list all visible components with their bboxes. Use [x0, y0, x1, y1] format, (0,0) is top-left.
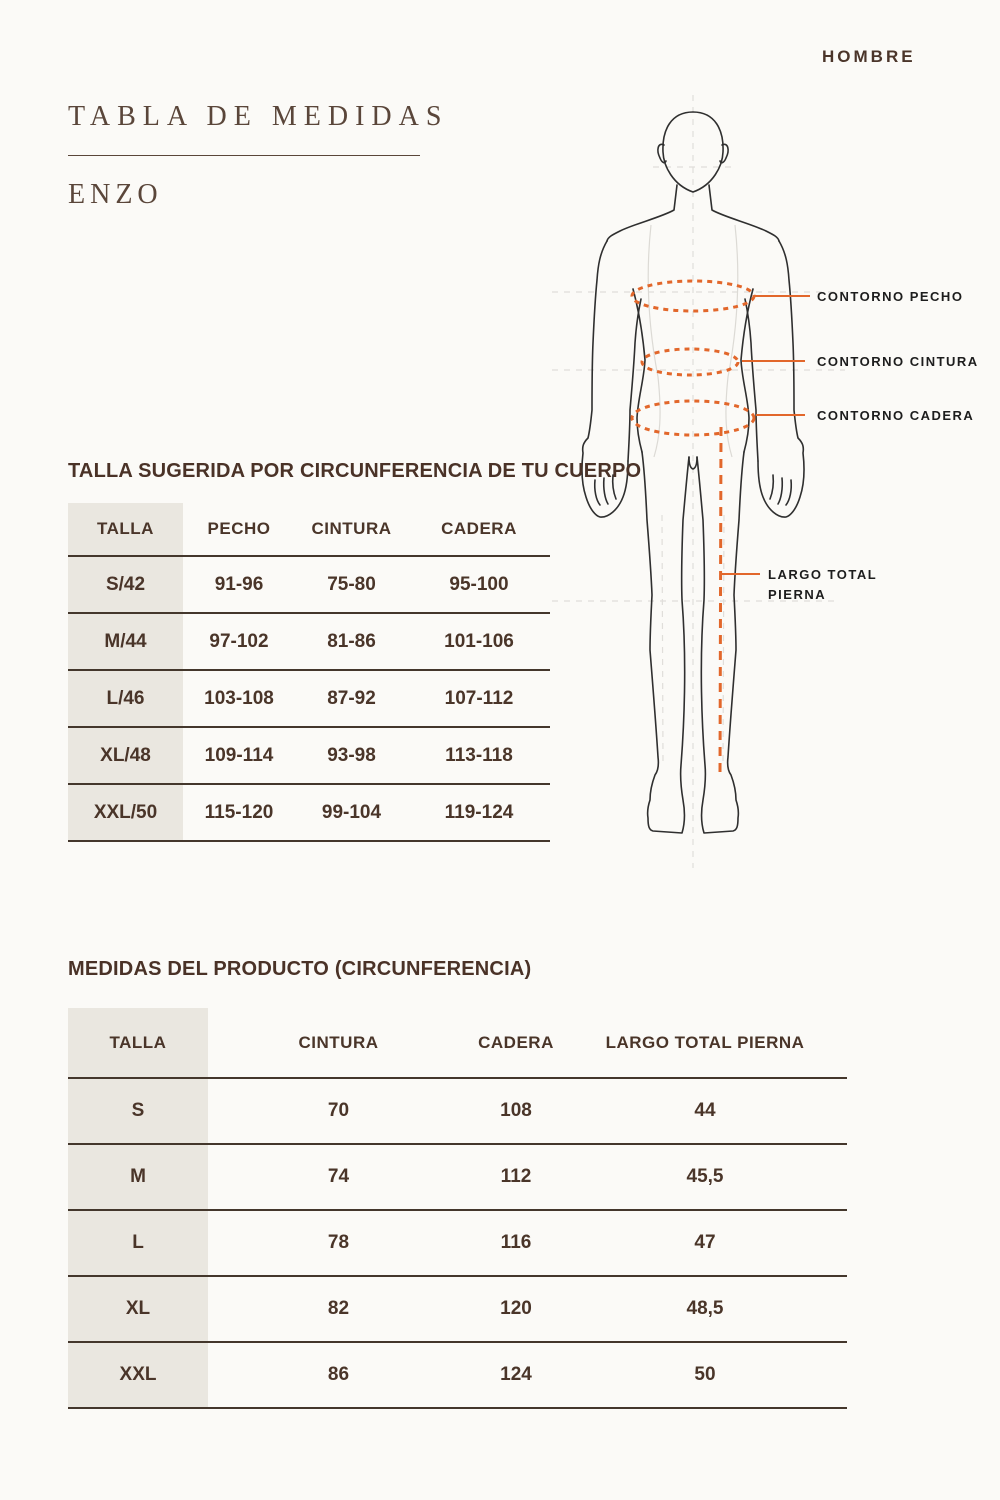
- size-cell: XXL/50: [68, 784, 183, 841]
- size-cell: XL: [68, 1276, 208, 1342]
- value-cell: 109-114: [204, 744, 274, 766]
- column-header: LARGO TOTAL PIERNA: [605, 1032, 805, 1052]
- value-cell: 70: [327, 1100, 350, 1121]
- waist-contour-label: CONTORNO CINTURA: [817, 354, 979, 369]
- value-cell: 113-118: [445, 744, 513, 766]
- value-cell: 47: [694, 1232, 716, 1253]
- page-title: TABLA DE MEDIDAS: [68, 101, 449, 132]
- body-size-table: [68, 503, 550, 842]
- value-cell: 91-96: [214, 573, 264, 595]
- value-cell: 101-106: [444, 630, 514, 652]
- value-cell: 44: [694, 1100, 716, 1121]
- size-cell: S: [68, 1078, 208, 1144]
- column-header: TALLA: [68, 503, 183, 556]
- leg-length-label-line2: PIERNA: [768, 587, 827, 602]
- value-cell: 78: [327, 1232, 350, 1253]
- value-cell: 93-98: [327, 744, 376, 766]
- table-row: [68, 727, 550, 784]
- table-row: [68, 1210, 847, 1276]
- size-cell: L: [68, 1210, 208, 1276]
- column-header: PECHO: [207, 519, 271, 538]
- value-cell: 107-112: [444, 687, 514, 709]
- value-cell: 103-108: [204, 687, 274, 709]
- size-cell: M: [68, 1144, 208, 1210]
- hip-contour-ellipse: [632, 401, 754, 435]
- column-header: CADERA: [478, 1032, 554, 1052]
- value-cell: 119-124: [444, 801, 514, 823]
- value-cell: 116: [500, 1232, 532, 1253]
- product-size-table: [68, 1008, 847, 1409]
- column-header: TALLA: [68, 1008, 208, 1078]
- table-row: [68, 784, 550, 841]
- value-cell: 87-92: [327, 687, 376, 709]
- table-row: [68, 613, 550, 670]
- size-cell: S/42: [68, 556, 183, 613]
- hip-contour-label: CONTORNO CADERA: [817, 408, 975, 423]
- column-header: CINTURA: [298, 1032, 379, 1052]
- value-cell: 112: [500, 1166, 532, 1187]
- table-row: [68, 670, 550, 727]
- value-cell: 75-80: [327, 573, 376, 595]
- value-cell: 120: [500, 1298, 532, 1319]
- product-name: ENZO: [68, 179, 163, 210]
- chest-contour-label: CONTORNO PECHO: [817, 289, 964, 304]
- table-row: [68, 1342, 847, 1408]
- value-cell: 48,5: [686, 1298, 724, 1319]
- value-cell: 86: [327, 1364, 350, 1385]
- size-cell: XL/48: [68, 727, 183, 784]
- value-cell: 115-120: [204, 801, 274, 823]
- table-header-row: [68, 1008, 847, 1078]
- value-cell: 81-86: [327, 630, 376, 652]
- value-cell: 95-100: [449, 573, 509, 595]
- table-row: [68, 1078, 847, 1144]
- table-header-row: [68, 503, 550, 556]
- title-divider: [68, 155, 420, 156]
- value-cell: 108: [500, 1100, 532, 1121]
- value-cell: 45,5: [686, 1166, 724, 1187]
- table-row: [68, 556, 550, 613]
- value-cell: 50: [694, 1364, 716, 1385]
- size-cell: XXL: [68, 1342, 208, 1408]
- gender-label: HOMBRE: [822, 47, 916, 66]
- table-row: [68, 1144, 847, 1210]
- size-cell: L/46: [68, 670, 183, 727]
- value-cell: 99-104: [321, 801, 382, 823]
- body-size-section-title: TALLA SUGERIDA POR CIRCUNFERENCIA DE TU CUERPO: [68, 460, 642, 482]
- table-row: [68, 1276, 847, 1342]
- leg-length-label-line1: LARGO TOTAL: [768, 567, 878, 582]
- value-cell: 82: [327, 1298, 350, 1319]
- column-header: CINTURA: [311, 519, 392, 538]
- value-cell: 124: [500, 1364, 532, 1385]
- value-cell: 97-102: [209, 630, 269, 652]
- chest-contour-ellipse: [632, 281, 754, 311]
- size-cell: M/44: [68, 613, 183, 670]
- product-size-section-title: MEDIDAS DEL PRODUCTO (CIRCUNFERENCIA): [68, 958, 532, 980]
- measurement-marks: [632, 281, 810, 775]
- column-header: CADERA: [441, 519, 517, 538]
- value-cell: 74: [327, 1166, 350, 1187]
